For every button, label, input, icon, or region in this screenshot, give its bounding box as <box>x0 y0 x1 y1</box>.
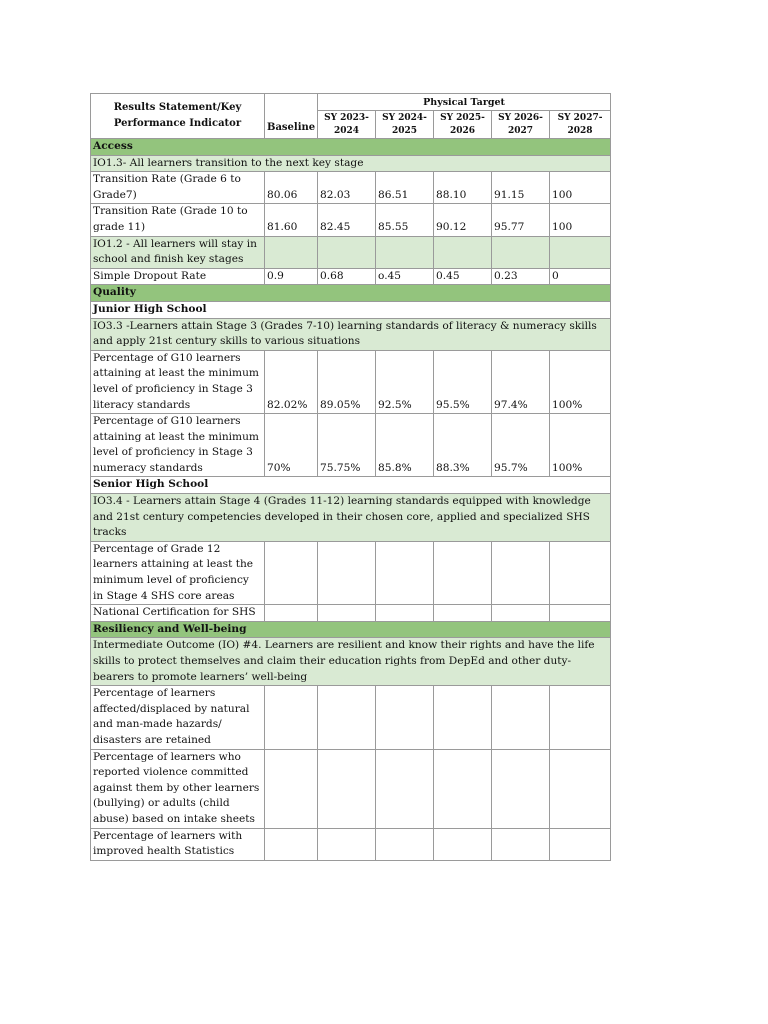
indicator-row <box>91 268 611 285</box>
target-value <box>318 828 376 860</box>
target-value: 86.51 <box>376 172 434 204</box>
outcome-statement: IO3.4 - Learners attain Stage 4 (Grades 11-12) learning standards equipped with knowledge and 21st century competencies developed in their chosen core, applied and specialized SHS tracks <box>91 494 611 542</box>
target-value: 91.15 <box>492 172 550 204</box>
indicator-row <box>91 605 611 622</box>
target-value <box>492 749 550 828</box>
target-value <box>376 686 434 749</box>
year-column-header: SY 2023-2024 <box>318 111 376 139</box>
target-value <box>318 686 376 749</box>
indicator-label: National Certification for SHS <box>91 605 265 622</box>
indicator-row <box>91 172 611 204</box>
target-value <box>492 541 550 604</box>
subsection-row <box>91 301 611 318</box>
baseline-value: 81.60 <box>265 204 318 236</box>
target-value: 100 <box>550 172 611 204</box>
indicator-label: Percentage of Grade 12 learners attaining at least the minimum level of proficiency in Stage 4 SHS core areas <box>91 541 265 604</box>
indicator-label: Percentage of learners with improved health Statistics <box>91 828 265 860</box>
target-value: 95.7% <box>492 414 550 477</box>
indicator-label: Percentage of learners affected/displaced by natural and man-made hazards/ disasters are retained <box>91 686 265 749</box>
target-value <box>376 605 434 622</box>
target-value <box>434 828 492 860</box>
indicator-label: Percentage of G10 learners attaining at least the minimum level of proficiency in Stage 3 numeracy standards <box>91 414 265 477</box>
baseline-value <box>265 749 318 828</box>
target-value <box>434 541 492 604</box>
subsection-title: Senior High School <box>91 477 611 494</box>
section-title: Quality <box>91 285 611 302</box>
outcome-row <box>91 494 611 542</box>
baseline-value <box>265 828 318 860</box>
indicator-row <box>91 414 611 477</box>
target-value: 82.45 <box>318 204 376 236</box>
target-value <box>318 749 376 828</box>
results-table <box>90 93 611 861</box>
baseline-value: 82.02% <box>265 350 318 413</box>
indicator-row <box>91 749 611 828</box>
empty-cell <box>550 236 611 268</box>
empty-cell <box>265 236 318 268</box>
baseline-value: 80.06 <box>265 172 318 204</box>
indicator-row <box>91 350 611 413</box>
target-value: 75.75% <box>318 414 376 477</box>
baseline-value <box>265 605 318 622</box>
indicator-label: Percentage of G10 learners attaining at least the minimum level of proficiency in Stage 3 literacy standards <box>91 350 265 413</box>
target-value <box>376 828 434 860</box>
outcome-statement: IO1.3- All learners transition to the next key stage <box>91 155 611 172</box>
target-value: 92.5% <box>376 350 434 413</box>
target-value <box>492 605 550 622</box>
year-column-header: SY 2025-2026 <box>434 111 492 139</box>
empty-cell <box>492 236 550 268</box>
outcome-statement: IO3.3 -Learners attain Stage 3 (Grades 7-10) learning standards of literacy & numeracy skills and apply 21st century skills to various situations <box>91 318 611 350</box>
target-value <box>492 828 550 860</box>
section-title: Resiliency and Well-being <box>91 621 611 638</box>
indicator-label: Percentage of learners who reported violence committed against them by other learners (bullying) or adults (child abuse) based on intake sheets <box>91 749 265 828</box>
outcome-row <box>91 236 611 268</box>
outcome-row <box>91 155 611 172</box>
target-value: 85.8% <box>376 414 434 477</box>
physical-target-header: Physical Target <box>318 94 611 111</box>
baseline-value: 70% <box>265 414 318 477</box>
target-value: 88.3% <box>434 414 492 477</box>
baseline-value: 0.9 <box>265 268 318 285</box>
outcome-statement: Intermediate Outcome (IO) #4. Learners are resilient and know their rights and have the life skills to protect themselves and claim their education rights from DepEd and other duty-bearers to promote learners’ well-being <box>91 638 611 686</box>
target-value: o.45 <box>376 268 434 285</box>
subsection-title: Junior High School <box>91 301 611 318</box>
baseline-value <box>265 541 318 604</box>
indicator-row <box>91 541 611 604</box>
indicator-row <box>91 686 611 749</box>
target-value: 95.5% <box>434 350 492 413</box>
target-value <box>550 541 611 604</box>
empty-cell <box>376 236 434 268</box>
baseline-value <box>265 686 318 749</box>
target-value: 100% <box>550 414 611 477</box>
target-value: 95.77 <box>492 204 550 236</box>
outcome-statement: IO1.2 - All learners will stay in school and finish key stages <box>91 236 265 268</box>
target-value <box>434 686 492 749</box>
baseline-column-header: Baseline <box>265 94 318 139</box>
indicator-label: Simple Dropout Rate <box>91 268 265 285</box>
target-value: 100 <box>550 204 611 236</box>
indicator-column-header: Results Statement/Key Performance Indicator <box>91 94 265 139</box>
target-value <box>492 686 550 749</box>
target-value: 0.68 <box>318 268 376 285</box>
target-value <box>550 749 611 828</box>
section-header-row <box>91 285 611 302</box>
target-value: 90.12 <box>434 204 492 236</box>
target-value: 0.45 <box>434 268 492 285</box>
year-column-header: SY 2026-2027 <box>492 111 550 139</box>
target-value: 0 <box>550 268 611 285</box>
target-value: 89.05% <box>318 350 376 413</box>
outcome-row <box>91 318 611 350</box>
year-column-header: SY 2024-2025 <box>376 111 434 139</box>
year-column-header: SY 2027-2028 <box>550 111 611 139</box>
indicator-label: Transition Rate (Grade 10 to grade 11) <box>91 204 265 236</box>
section-title: Access <box>91 139 611 156</box>
indicator-label: Transition Rate (Grade 6 to Grade7) <box>91 172 265 204</box>
indicator-row <box>91 828 611 860</box>
target-value: 82.03 <box>318 172 376 204</box>
target-value: 97.4% <box>492 350 550 413</box>
target-value: 85.55 <box>376 204 434 236</box>
target-value <box>550 686 611 749</box>
section-header-row <box>91 621 611 638</box>
target-value <box>550 828 611 860</box>
empty-cell <box>318 236 376 268</box>
target-value: 0.23 <box>492 268 550 285</box>
subsection-row <box>91 477 611 494</box>
target-value <box>376 541 434 604</box>
target-value <box>434 605 492 622</box>
empty-cell <box>434 236 492 268</box>
indicator-row <box>91 204 611 236</box>
target-value <box>318 605 376 622</box>
target-value <box>550 605 611 622</box>
target-value: 100% <box>550 350 611 413</box>
target-value <box>376 749 434 828</box>
target-value <box>318 541 376 604</box>
target-value: 88.10 <box>434 172 492 204</box>
section-header-row <box>91 139 611 156</box>
outcome-row <box>91 638 611 686</box>
target-value <box>434 749 492 828</box>
